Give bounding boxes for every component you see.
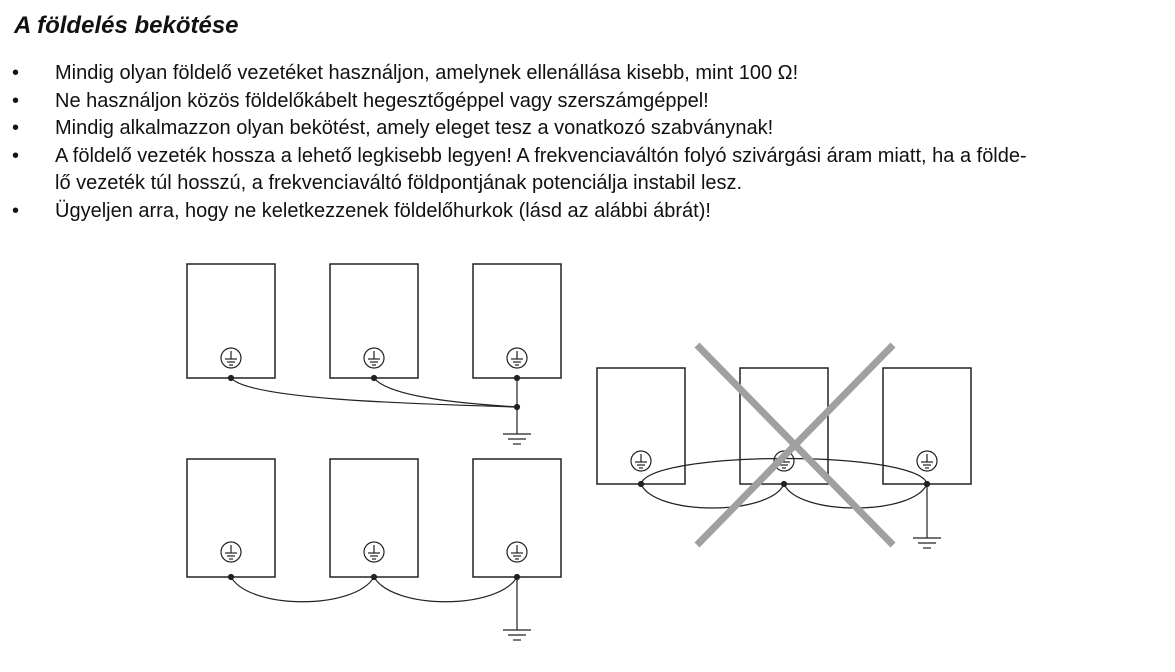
- config-star-common-ground: [187, 264, 561, 444]
- rule-text: Ügyeljen arra, hogy ne keletkezzenek földelőhurkok (lásd az alábbi ábrát)!: [55, 199, 711, 222]
- rule-text: A földelő vezeték hossza a lehető legkisebb legyen! A frekvenciaváltón folyó szivárgási áram miatt, ha a földe-: [55, 144, 1027, 167]
- protective-earth-icon: [364, 348, 384, 368]
- rule-text: Ne használjon közös földelőkábelt hegesztőgéppel vagy szerszámgéppel!: [55, 89, 709, 112]
- protective-earth-icon: [917, 451, 937, 471]
- page-title: A földelés bekötése: [14, 12, 239, 39]
- ground-symbol-icon: [913, 538, 941, 548]
- protective-earth-icon: [221, 348, 241, 368]
- inverter-box: [597, 368, 685, 484]
- rule-text: Mindig olyan földelő vezetéket használjon, amelynek ellenállása kisebb, mint 100 Ω!: [55, 62, 799, 84]
- protective-earth-icon: [631, 451, 651, 471]
- protective-earth-icon: [364, 542, 384, 562]
- bullet-icon: •: [12, 144, 20, 167]
- inverter-box: [883, 368, 971, 484]
- config-daisy-chain-ground: [187, 459, 561, 640]
- inverter-box: [330, 264, 418, 378]
- ground-wire: [374, 577, 517, 602]
- inverter-box: [473, 264, 561, 378]
- bullet-icon: •: [12, 62, 20, 84]
- protective-earth-icon: [507, 542, 527, 562]
- rule-text-continuation: lő vezeték túl hosszú, a frekvenciaváltó földpontjának potenciálja instabil lesz.: [55, 172, 743, 194]
- protective-earth-icon: [221, 542, 241, 562]
- ground-wire: [641, 484, 784, 508]
- ground-symbol-icon: [503, 434, 531, 444]
- config-ground-loop: [597, 345, 971, 548]
- protective-earth-icon: [507, 348, 527, 368]
- rule-text: Mindig alkalmazzon olyan bekötést, amely eleget tesz a vonatkozó szabványnak!: [55, 117, 774, 139]
- bullet-icon: •: [12, 117, 20, 139]
- cross-out-icon: [697, 345, 893, 545]
- ground-wire: [231, 378, 517, 407]
- ground-symbol-icon: [503, 630, 531, 640]
- bullet-icon: •: [12, 89, 20, 112]
- bullet-icon: •: [12, 199, 20, 222]
- ground-wire: [231, 577, 374, 602]
- inverter-box: [187, 264, 275, 378]
